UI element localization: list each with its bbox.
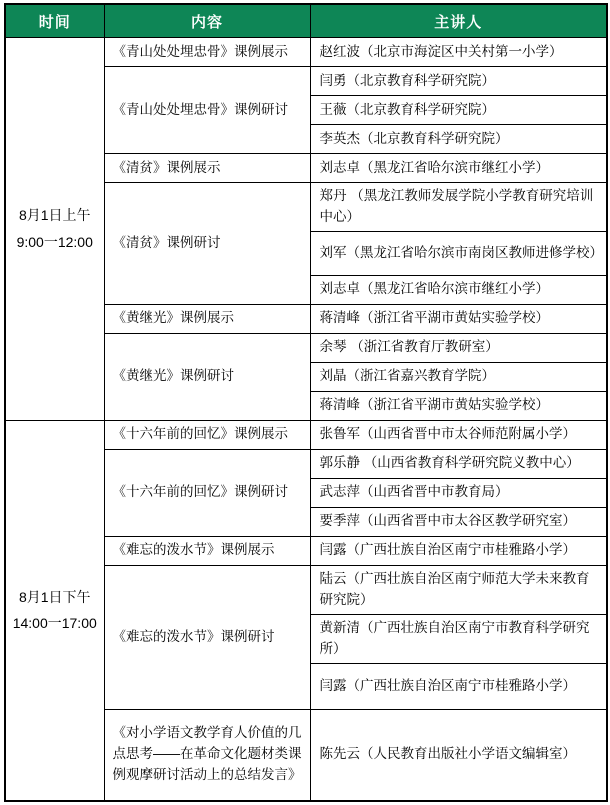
speaker-cell: 余琴 （浙江省教育厅教研室） (310, 333, 607, 362)
speaker-cell: 闫露（广西壮族自治区南宁市桂雅路小学） (310, 536, 607, 565)
speaker-cell: 陆云（广西壮族自治区南宁师范大学未来教育研究院） (310, 565, 607, 614)
header-cell-time: 时间 (5, 4, 104, 38)
content-cell: 《难忘的泼水节》课例研讨 (104, 565, 310, 709)
content-cell: 《黄继光》课例研讨 (104, 333, 310, 420)
speaker-cell: 赵红波（北京市海淀区中关村第一小学） (310, 38, 607, 67)
speaker-cell: 陈先云（人民教育出版社小学语文编辑室） (310, 709, 607, 801)
speaker-cell: 武志萍（山西省晋中市教育局） (310, 478, 607, 507)
header-cell-content: 内容 (104, 4, 310, 38)
time-date: 8月1日下午 (18, 588, 91, 605)
content-cell: 《青山处处埋忠骨》课例研讨 (104, 67, 310, 154)
speaker-cell: 刘志卓（黑龙江省哈尔滨市继红小学） (310, 275, 607, 304)
speaker-cell: 闫勇（北京教育科学研究院） (310, 67, 607, 96)
speaker-cell: 闫露（广西壮族自治区南宁市桂雅路小学） (310, 663, 607, 709)
speaker-cell: 蒋清峰（浙江省平湖市黄姑实验学校） (310, 391, 607, 420)
speaker-cell: 蒋清峰（浙江省平湖市黄姑实验学校） (310, 304, 607, 333)
speaker-cell: 黄新清（广西壮族自治区南宁市教育科学研究所） (310, 614, 607, 663)
speaker-cell: 郑丹 （黑龙江教师发展学院小学教育研究培训中心） (310, 183, 607, 232)
speaker-cell: 刘军（黑龙江省哈尔滨市南岗区教师进修学校） (310, 231, 607, 275)
content-cell: 《对小学语文教学育人价值的几点思考——在革命文化题材类课例观摩研讨活动上的总结发言》 (104, 709, 310, 801)
speaker-cell: 刘志卓（黑龙江省哈尔滨市继红小学） (310, 154, 607, 183)
time-date: 8月1日上午 (18, 207, 91, 224)
speaker-cell: 王薇（北京教育科学研究院） (310, 96, 607, 125)
time-hours: 14:00一17:00 (12, 615, 97, 632)
time-hours: 9:00一12:00 (16, 233, 93, 250)
content-cell: 《黄继光》课例展示 (104, 304, 310, 333)
content-cell: 《十六年前的回忆》课例展示 (104, 420, 310, 449)
content-cell: 《十六年前的回忆》课例研讨 (104, 449, 310, 536)
content-cell: 《清贫》课例研讨 (104, 183, 310, 305)
content-cell: 《清贫》课例展示 (104, 154, 310, 183)
schedule-table (4, 3, 608, 802)
time-cell-afternoon (5, 420, 104, 801)
header-cell-speaker: 主讲人 (310, 4, 607, 38)
header-row (5, 4, 607, 38)
table-row (5, 420, 607, 449)
speaker-cell: 要季萍（山西省晋中市太谷区教学研究室） (310, 507, 607, 536)
speaker-cell: 张鲁军（山西省晋中市太谷师范附属小学） (310, 420, 607, 449)
time-cell-morning (5, 38, 104, 421)
speaker-cell: 李英杰（北京教育科学研究院） (310, 125, 607, 154)
speaker-cell: 刘晶（浙江省嘉兴教育学院） (310, 362, 607, 391)
content-cell: 《难忘的泼水节》课例展示 (104, 536, 310, 565)
speaker-cell: 郭乐静 （山西省教育科学研究院义教中心） (310, 449, 607, 478)
content-cell: 《青山处处埋忠骨》课例展示 (104, 38, 310, 67)
table-row (5, 38, 607, 67)
